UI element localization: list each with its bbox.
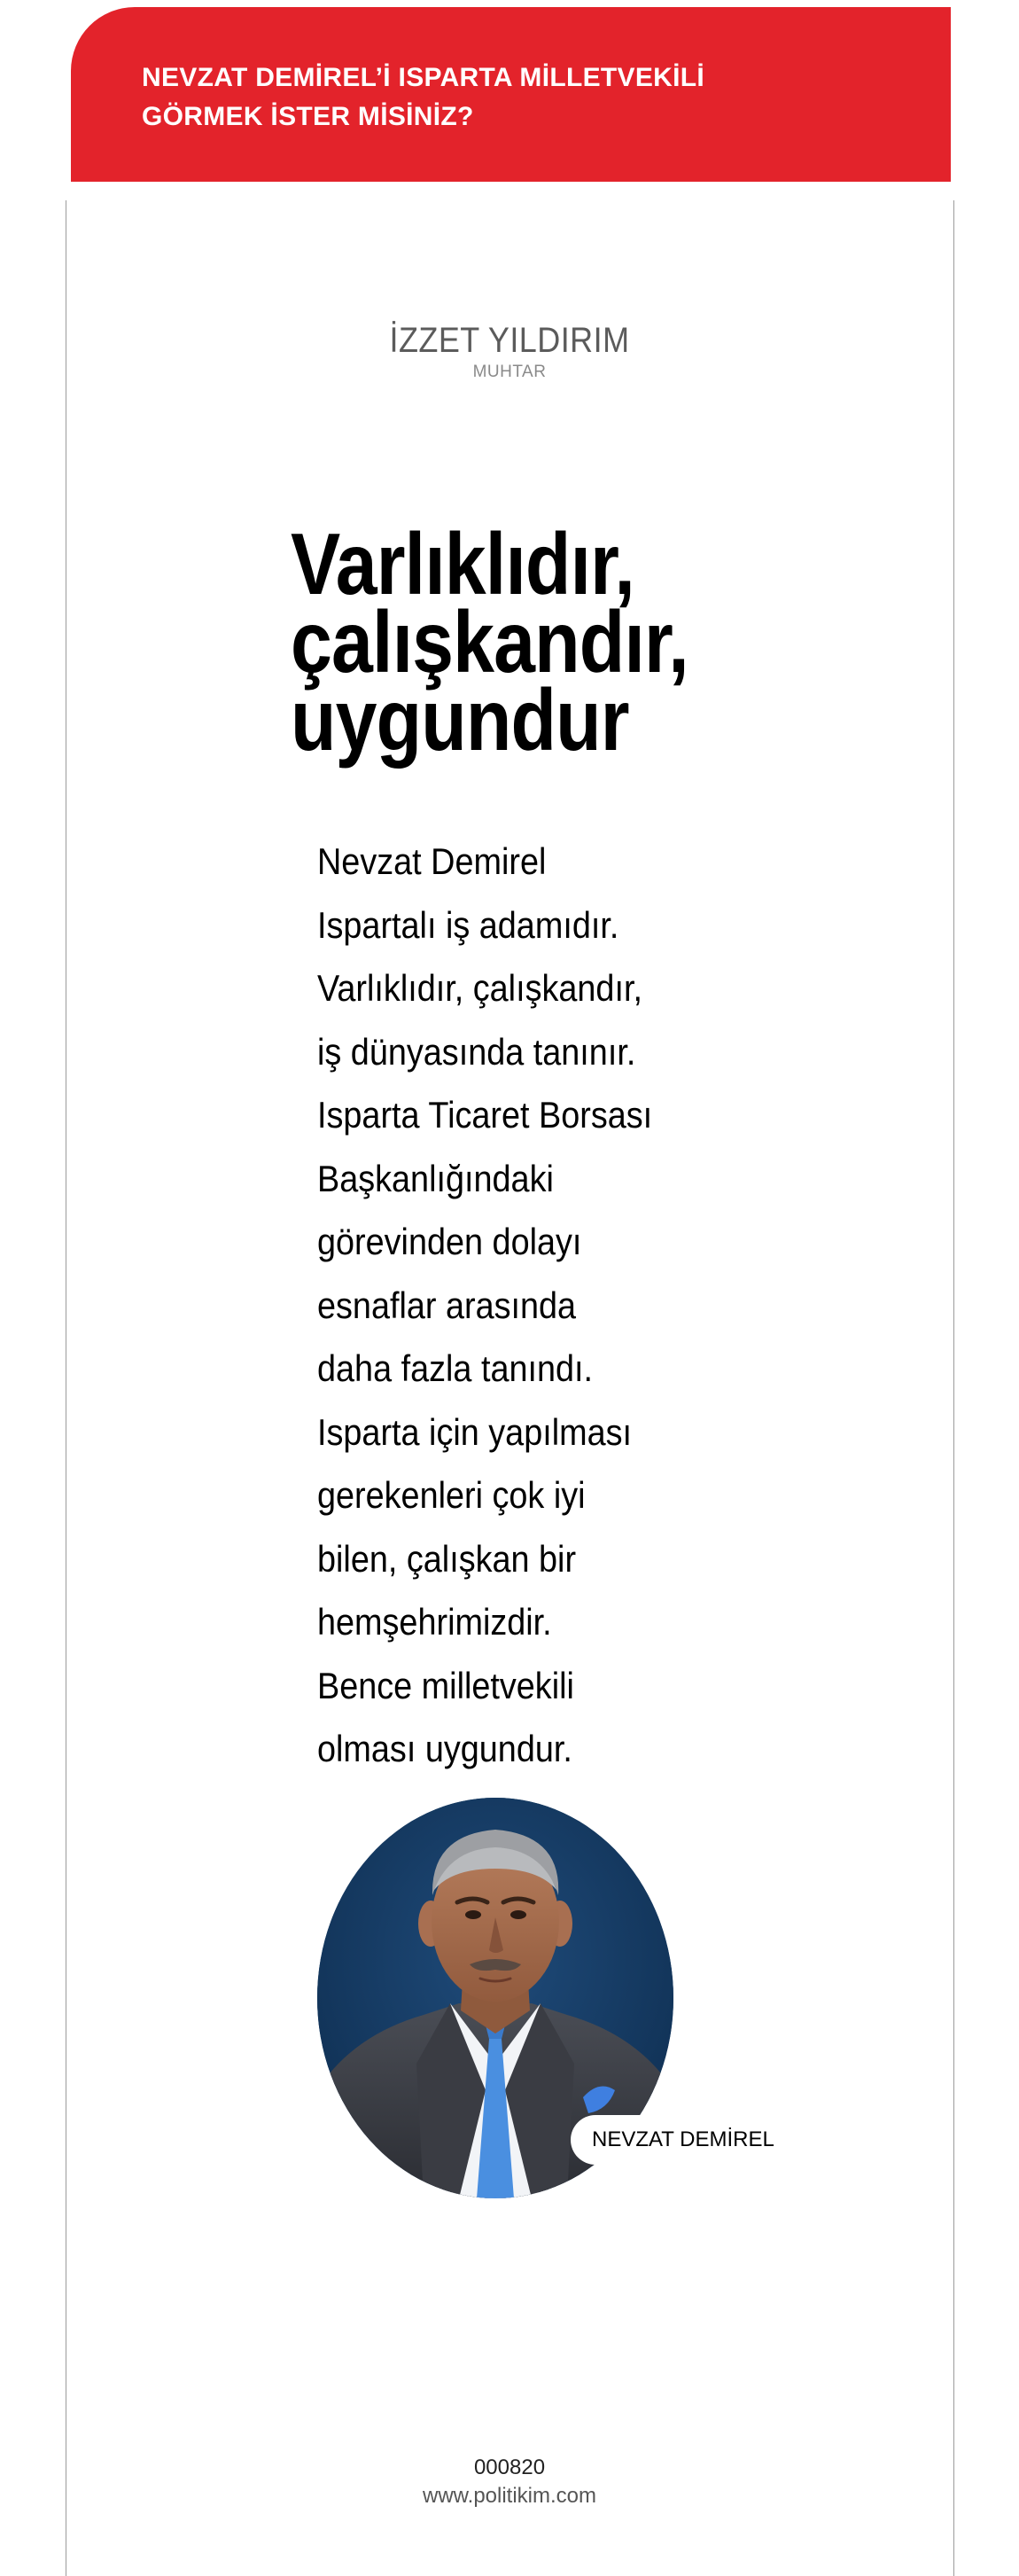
footer-code: 000820 xyxy=(473,2455,546,2479)
body-line: gerekenleri çok iyi xyxy=(317,1474,586,1516)
body-line: Ispartalı iş adamıdır. xyxy=(317,903,619,946)
author-role: MUHTAR xyxy=(472,363,547,381)
body-line: Bence milletvekili xyxy=(317,1664,574,1706)
body-line: Varlıklıdır, çalışkandır, xyxy=(317,967,642,1009)
photo-caption: NEVZAT DEMİREL xyxy=(571,2115,769,2165)
body-line: Nevzat Demirel xyxy=(317,840,547,882)
header-banner xyxy=(71,7,951,182)
body-line: iş dünyasında tanınır. xyxy=(317,1030,636,1073)
body-line: bilen, çalışkan bir xyxy=(317,1537,577,1580)
body-line: olması uygundur. xyxy=(317,1728,572,1769)
body-line: Isparta Ticaret Borsası xyxy=(317,1094,653,1136)
body-line: daha fazla tanındı. xyxy=(317,1347,594,1389)
body-line: Isparta için yapılması xyxy=(317,1410,633,1453)
author-block xyxy=(0,319,1019,383)
footer xyxy=(0,2454,1019,2510)
body-line: görevinden dolayı xyxy=(317,1221,582,1262)
body-line: Başkanlığındaki xyxy=(317,1157,554,1199)
banner-title: NEVZAT DEMİREL’İ ISPARTA MİLLETVEKİLİ GÖRMEK İSTER MİSİNİZ? xyxy=(142,63,704,131)
body-line: esnaflar arasında xyxy=(317,1284,577,1326)
article-headline: Varlıklıdır, çalışkandır, uygundur xyxy=(291,515,688,769)
article-body xyxy=(317,830,778,1781)
author-name: İZZET YILDIRIM xyxy=(389,321,630,360)
footer-url: www.politikim.com xyxy=(422,2484,597,2508)
body-line: hemşehrimizdir. xyxy=(317,1601,552,1643)
